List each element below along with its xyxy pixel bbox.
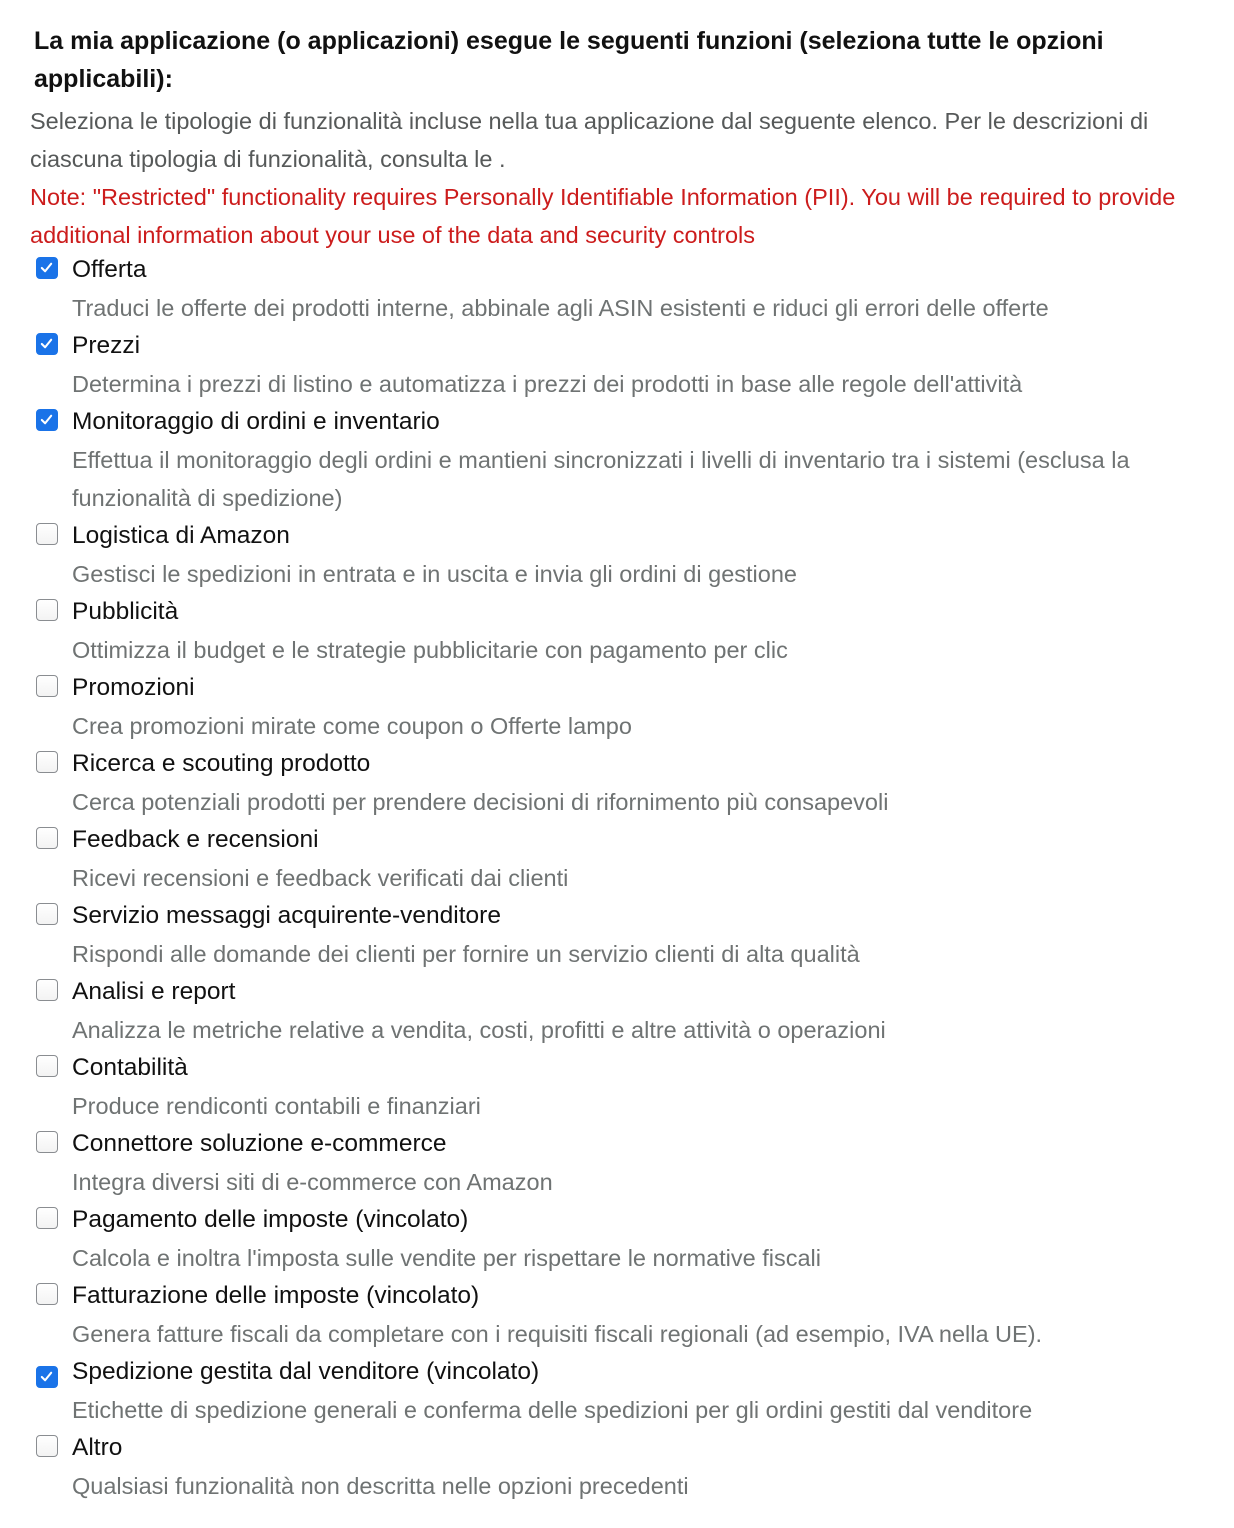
option-description: Calcola e inoltra l'imposta sulle vendite per rispettare le normative fiscali [72,1245,821,1271]
checkbox-feedback-recensioni[interactable] [36,827,58,849]
option-label[interactable]: Pubblicità [72,598,179,625]
option-label[interactable]: Logistica di Amazon [72,522,290,549]
option-description: Ottimizza il budget e le strategie pubblicitarie con pagamento per clic [72,637,788,663]
option-description: Determina i prezzi di listino e automatizza i prezzi dei prodotti in base alle regole dell'attività [72,371,1023,397]
option-description: Cerca potenziali prodotti per prendere decisioni di rifornimento più consapevoli [72,789,889,815]
checkbox-ricerca-scouting[interactable] [36,751,58,773]
option-label[interactable]: Connettore soluzione e-commerce [72,1130,447,1157]
option-description: Produce rendiconti contabili e finanziari [72,1093,481,1119]
checkbox-monitoraggio-ordini-inventario[interactable] [36,409,58,431]
option-description: Ricevi recensioni e feedback verificati dai clienti [72,865,569,891]
option-label[interactable]: Offerta [72,256,147,283]
option-label[interactable]: Prezzi [72,332,141,359]
option-description: Gestisci le spedizioni in entrata e in uscita e invia gli ordini di gestione [72,561,797,587]
option-label[interactable]: Spedizione gestita dal venditore (vincolato) [72,1358,540,1385]
option-description: Integra diversi siti di e-commerce con Amazon [72,1169,553,1195]
checkmark-icon [39,336,54,351]
option-description: Crea promozioni mirate come coupon o Offerte lampo [72,713,632,739]
checkbox-pubblicita[interactable] [36,599,58,621]
checkbox-prezzi[interactable] [36,333,58,355]
option-description: Effettua il monitoraggio degli ordini e mantieni sincronizzati i livelli di inventario tra i sistemi (esclusa la funzionalità di spedizione) [72,447,1130,511]
help-text: Seleziona le tipologie di funzionalità incluse nella tua applicazione dal seguente elenco. Per le descrizioni di ciascuna tipologia di funzionalità, consulta le . [30,108,1149,172]
option-description: Rispondi alle domande dei clienti per fornire un servizio clienti di alta qualità [72,941,860,967]
checkbox-logistica-amazon[interactable] [36,523,58,545]
option-label[interactable]: Pagamento delle imposte (vincolato) [72,1206,469,1233]
checkbox-promozioni[interactable] [36,675,58,697]
checkbox-connettore-ecommerce[interactable] [36,1131,58,1153]
checkmark-icon [39,1369,54,1384]
checkbox-altro[interactable] [36,1435,58,1457]
option-label[interactable]: Monitoraggio di ordini e inventario [72,408,440,435]
option-description: Etichette di spedizione generali e conferma delle spedizioni per gli ordini gestiti dal venditore [72,1397,1033,1423]
option-description: Genera fatture fiscali da completare con i requisiti fiscali regionali (ad esempio, IVA nella UE). [72,1321,1043,1347]
option-label[interactable]: Servizio messaggi acquirente-venditore [72,902,501,929]
checkbox-contabilita[interactable] [36,1055,58,1077]
option-label[interactable]: Ricerca e scouting prodotto [72,750,371,777]
restricted-note: Note: "Restricted" functionality requires Personally Identifiable Information (PII). You will be required to provide additional information about your use of the data and security controls [30,184,1176,248]
checkmark-icon [39,412,54,427]
checkbox-fatturazione-imposte[interactable] [36,1283,58,1305]
checkbox-offerta[interactable] [36,257,58,279]
checkbox-pagamento-imposte[interactable] [36,1207,58,1229]
checkmark-icon [39,260,54,275]
option-label[interactable]: Fatturazione delle imposte (vincolato) [72,1282,480,1309]
option-description: Traduci le offerte dei prodotti interne, abbinale agli ASIN esistenti e riduci gli errori delle offerte [72,295,1049,321]
checkbox-analisi-report[interactable] [36,979,58,1001]
option-description: Qualsiasi funzionalità non descritta nelle opzioni precedenti [72,1473,689,1499]
checkbox-spedizione-venditore[interactable] [36,1366,58,1388]
option-description: Analizza le metriche relative a vendita, costi, profitti e altre attività o operazioni [72,1017,886,1043]
option-label[interactable]: Contabilità [72,1054,188,1081]
form-title: La mia applicazione (o applicazioni) esegue le seguenti funzioni (seleziona tutte le opzioni applicabili): [34,27,1104,93]
checkbox-servizio-messaggi[interactable] [36,903,58,925]
option-label[interactable]: Feedback e recensioni [72,826,319,853]
option-label[interactable]: Altro [72,1434,123,1461]
option-label[interactable]: Promozioni [72,674,195,701]
option-label[interactable]: Analisi e report [72,978,236,1005]
